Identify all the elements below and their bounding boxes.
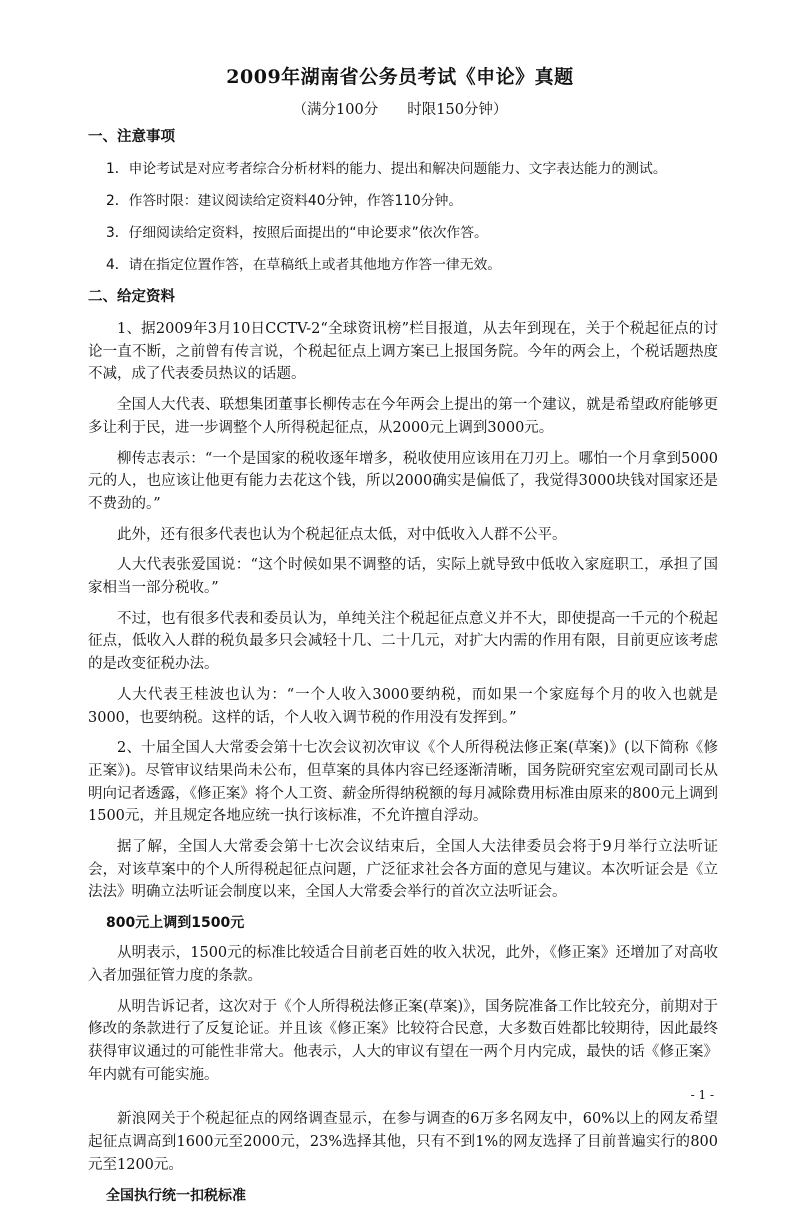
paragraph: 柳传志表示：“一个是国家的税收逐年增多，税收使用应该用在刀刃上。哪怕一个月拿到5000元的人，也应该让他更有能力去花这个钱，所以2000确实是偏低了，我觉得3000块钱对国家还是不费劲的。” <box>88 450 718 512</box>
section-heading-materials: 二、给定资料 <box>88 288 175 305</box>
note-item: 3．仔细阅读给定资料，按照后面提出的“申论要求”依次作答。 <box>106 225 488 241</box>
subheading: 全国执行统一扣税标准 <box>106 1187 246 1204</box>
page-number: - 1 - <box>690 1088 714 1102</box>
paragraph: 此外，还有很多代表也认为个税起征点太低，对中低收入人群不公平。 <box>117 526 567 543</box>
paragraph: 全国人大代表、联想集团董事长柳传志在今年两会上提出的第一个建议，就是希望政府能够更多让利于民，进一步调整个人所得税起征点，从2000元上调到3000元。 <box>88 397 718 436</box>
note-item: 4．请在指定位置作答，在草稿纸上或者其他地方作答一律无效。 <box>106 257 502 273</box>
paragraph: 新浪网关于个税起征点的网络调查显示，在参与调查的6万多名网友中，60%以上的网友希望起征点调高到1600元至2000元，23%选择其他，只有不到1%的网友选择了目前普遍实行的800元至1200元。 <box>88 1111 718 1173</box>
paragraph: 从明告诉记者，这次对于《个人所得税法修正案(草案)》，国务院准备工作比较充分，前期对于修改的条款进行了反复论证。并且该《修正案》比较符合民意，大多数百姓都比较期待，因此最终获得审议通过的可能性非常大。他表示，人大的审议有望在一两个月内完成，最快的话《修正案》年内就有可能实施。 <box>88 998 718 1083</box>
paragraph: 从明表示，1500元的标准比较适合目前老百姓的收入状况，此外，《修正案》还增加了对高收入者加强征管力度的条款。 <box>88 945 718 984</box>
paragraph: 据了解，全国人大常委会第十七次会议结束后，全国人大法律委员会将于9月举行立法听证会，对该草案中的个人所得税起征点问题，广泛征求社会各方面的意见与建议。本次听证会是《立法法》明确立法听证会制度以来，全国人大常委会举行的首次立法听证会。 <box>88 839 718 901</box>
paragraph: 1、据2009年3月10日CCTV-2“全球资讯榜”栏目报道，从去年到现在，关于个税起征点的讨论一直不断，之前曾有传言说，个税起征点上调方案已上报国务院。今年的两会上，个税话题热度不减，成了代表委员热议的话题。 <box>88 321 718 383</box>
document-body <box>88 126 718 1215</box>
note-item: 2．作答时限：建议阅读给定资料40分钟，作答110分钟。 <box>106 193 463 209</box>
note-item: 1．申论考试是对应考者综合分析材料的能力、提出和解决问题能力、文字表达能力的测试。 <box>106 161 667 177</box>
subheading: 800元上调到1500元 <box>106 915 245 932</box>
paragraph: 不过，也有很多代表和委员认为，单纯关注个税起征点意义并不大，即使提高一千元的个税起征点，低收入人群的税负最多只会减轻十几、二十几元，对扩大内需的作用有限，目前更应该考虑的是改变征税办法。 <box>88 610 718 673</box>
paragraph: 2、十届全国人大常委会第十七次会议初次审议《个人所得税法修正案(草案)》(以下简称《修正案》)。尽管审议结果尚未公布，但草案的具体内容已经逐渐清晰，国务院研究室宏观司副司长从明向记者透露，《修正案》将个人工资、薪金所得纳税额的每月减除费用标准由原来的800元上调到1500元，并且规定各地应统一执行该标准，不允许擅自浮动。 <box>88 740 718 825</box>
paragraph: 人大代表张爱国说：“这个时候如果不调整的话，实际上就导致中低收入家庭职工，承担了国家相当一部分税收。” <box>88 557 718 597</box>
paragraph: 人大代表王桂波也认为：“一个人收入3000要纳税，而如果一个家庭每个月的收入也就是3000，也要纳税。这样的话，个人收入调节税的作用没有发挥到。” <box>88 686 718 726</box>
section-heading-notes: 一、注意事项 <box>88 128 175 145</box>
page-subtitle: （满分100分 时限150分钟） <box>292 102 508 118</box>
page-title: 2009年湖南省公务员考试《申论》真题 <box>226 66 574 88</box>
